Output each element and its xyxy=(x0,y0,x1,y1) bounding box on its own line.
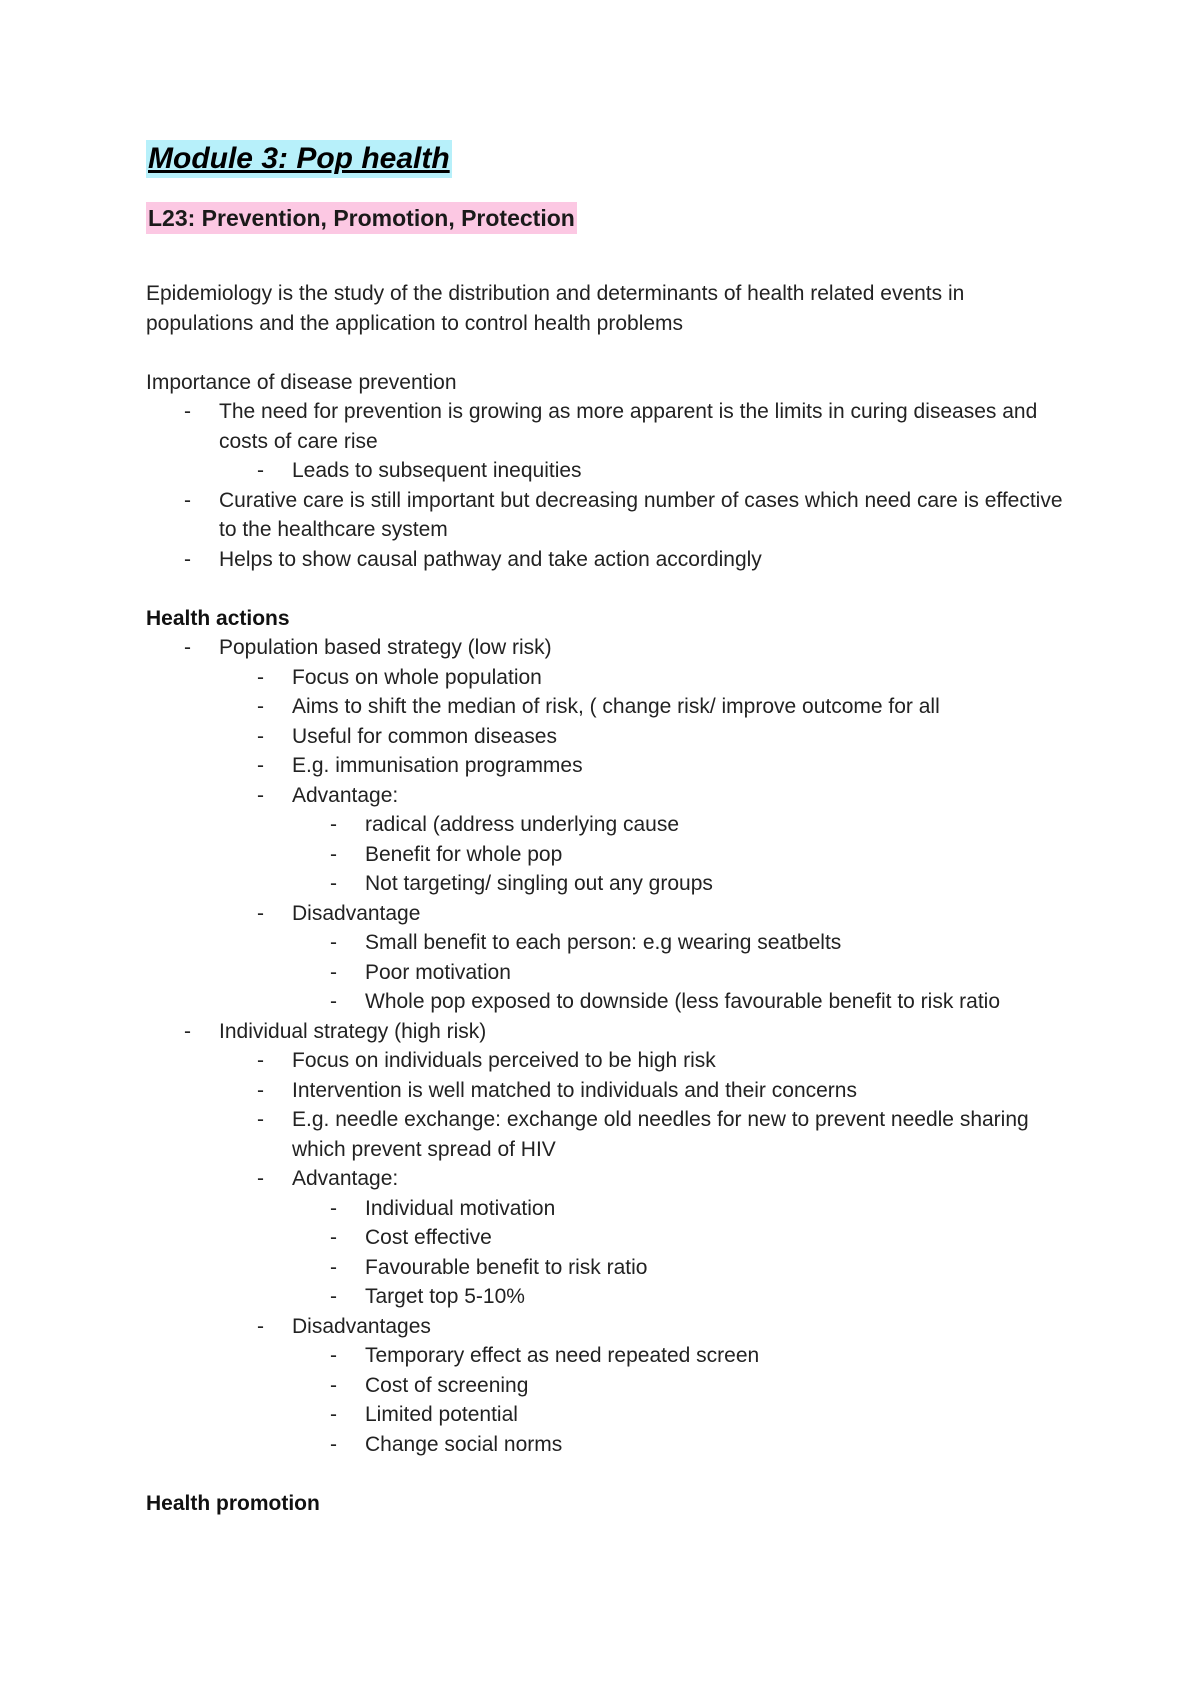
module-title: Module 3: Pop health xyxy=(146,140,452,178)
lecture-title-row xyxy=(146,178,1066,253)
list-item: - Not targeting/ singling out any groups xyxy=(146,869,1066,899)
list-item: - Cost effective xyxy=(146,1223,1066,1253)
spacer xyxy=(146,338,1066,368)
importance-list-continued xyxy=(146,486,1066,575)
list-item: - Target top 5-10% xyxy=(146,1282,1066,1312)
list-item: - Cost of screening xyxy=(146,1371,1066,1401)
epidemiology-definition: Epidemiology is the study of the distribution and determinants of health related events in populations and the application to control health problems xyxy=(146,282,965,335)
list-item: - Intervention is well matched to individuals and their concerns xyxy=(146,1076,1066,1106)
module-title-row xyxy=(146,140,1066,178)
list-item: - Small benefit to each person: e.g wearing seatbelts xyxy=(146,928,1066,958)
list-item: - Disadvantage xyxy=(146,899,1066,929)
list-item: - Individual motivation xyxy=(146,1194,1066,1224)
list-item: - The need for prevention is growing as more apparent is the limits in curing diseases and costs of care rise xyxy=(146,397,1066,456)
individual-details-list xyxy=(146,1046,1066,1194)
list-item: - Curative care is still important but decreasing number of cases which need care is effective to the healthcare system xyxy=(146,486,1066,545)
individual-disadvantages-list xyxy=(146,1341,1066,1459)
lecture-title: L23: Prevention, Promotion, Protection xyxy=(146,202,577,234)
list-item: - Poor motivation xyxy=(146,958,1066,988)
list-item: - Limited potential xyxy=(146,1400,1066,1430)
health-promotion-heading: Health promotion xyxy=(146,1491,320,1515)
list-item: - Focus on individuals perceived to be high risk xyxy=(146,1046,1066,1076)
importance-heading: Importance of disease prevention xyxy=(146,370,457,394)
health-actions-heading: Health actions xyxy=(146,606,290,630)
spacer xyxy=(146,253,1066,279)
list-item: - Useful for common diseases xyxy=(146,722,1066,752)
list-item: - radical (address underlying cause xyxy=(146,810,1066,840)
list-item: - Leads to subsequent inequities xyxy=(146,456,1066,486)
list-item: - Individual strategy (high risk) xyxy=(146,1017,1066,1047)
population-disadvantages-list xyxy=(146,928,1066,1017)
list-item: - Focus on whole population xyxy=(146,663,1066,693)
list-item: - Advantage: xyxy=(146,781,1066,811)
list-item: - Population based strategy (low risk) xyxy=(146,633,1066,663)
importance-sublist xyxy=(146,456,1066,486)
spacer xyxy=(146,1459,1066,1489)
list-item: - Temporary effect as need repeated screen xyxy=(146,1341,1066,1371)
importance-list xyxy=(146,397,1066,456)
list-item: - E.g. needle exchange: exchange old needles for new to prevent needle sharing which prevent spread of HIV xyxy=(146,1105,1066,1164)
population-advantages-list xyxy=(146,810,1066,899)
individual-disadvantage-label-list xyxy=(146,1312,1066,1342)
list-item: - Advantage: xyxy=(146,1164,1066,1194)
list-item: - E.g. immunisation programmes xyxy=(146,751,1066,781)
population-disadvantage-label-list xyxy=(146,899,1066,929)
spacer xyxy=(146,574,1066,604)
list-item: - Helps to show causal pathway and take action accordingly xyxy=(146,545,1066,575)
population-strategy-list xyxy=(146,633,1066,663)
list-item: - Aims to shift the median of risk, ( change risk/ improve outcome for all xyxy=(146,692,1066,722)
list-item: - Benefit for whole pop xyxy=(146,840,1066,870)
population-details-list xyxy=(146,663,1066,811)
list-item: - Change social norms xyxy=(146,1430,1066,1460)
individual-strategy-list xyxy=(146,1017,1066,1047)
list-item: - Favourable benefit to risk ratio xyxy=(146,1253,1066,1283)
list-item: - Disadvantages xyxy=(146,1312,1066,1342)
list-item: - Whole pop exposed to downside (less favourable benefit to risk ratio xyxy=(146,987,1066,1017)
individual-advantages-list xyxy=(146,1194,1066,1312)
document-content xyxy=(146,140,1066,1518)
